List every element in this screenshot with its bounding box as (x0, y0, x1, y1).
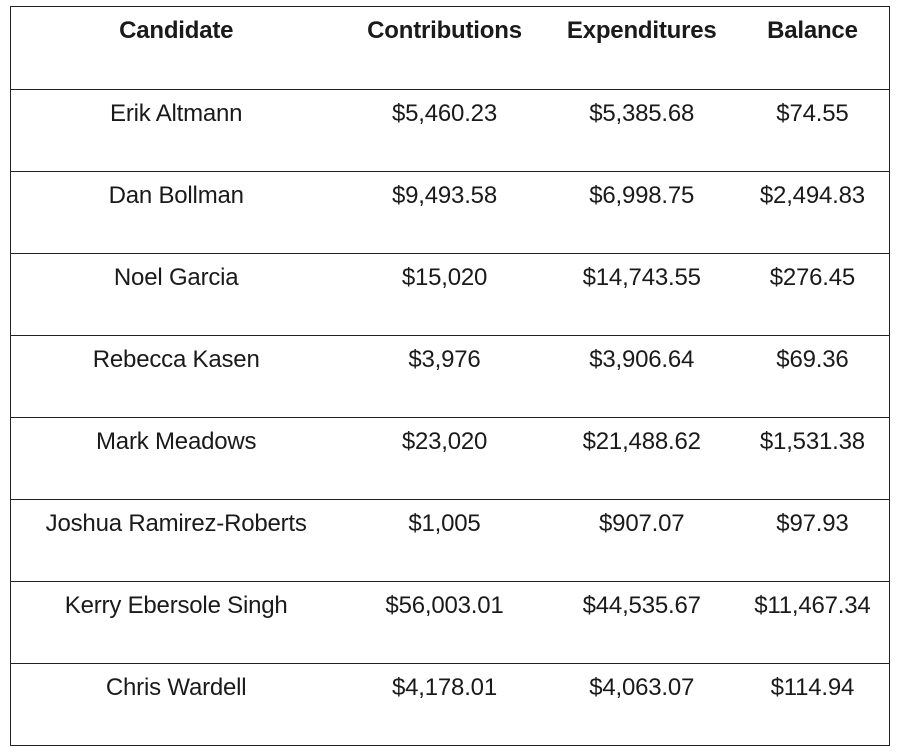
table-row (11, 335, 889, 417)
contributions-cell: $56,003.01 (341, 581, 547, 663)
balance-cell: $1,531.38 (736, 417, 889, 499)
balance-cell: $69.36 (736, 335, 889, 417)
candidate-name: Noel Garcia (11, 253, 341, 335)
expenditures-cell: $44,535.67 (548, 581, 736, 663)
header-balance: Balance (767, 17, 858, 44)
expenditures-cell: $14,743.55 (548, 253, 736, 335)
table-row (11, 171, 889, 253)
expenditures-cell: $3,906.64 (548, 335, 736, 417)
header-contributions: Contributions (367, 17, 522, 44)
contributions-cell: $3,976 (341, 335, 547, 417)
table-row (11, 581, 889, 663)
balance-cell: $276.45 (736, 253, 889, 335)
balance-cell: $11,467.34 (736, 581, 889, 663)
candidate-name: Joshua Ramirez-Roberts (11, 499, 341, 581)
balance-cell: $97.93 (736, 499, 889, 581)
campaign-finance-table (11, 7, 889, 745)
candidate-name: Kerry Ebersole Singh (11, 581, 341, 663)
expenditures-cell: $6,998.75 (548, 171, 736, 253)
table-row (11, 417, 889, 499)
balance-cell: $74.55 (736, 89, 889, 171)
table-header (11, 7, 889, 89)
header-row (11, 7, 889, 89)
campaign-finance-table-container (10, 6, 890, 746)
balance-cell: $2,494.83 (736, 171, 889, 253)
balance-cell: $114.94 (736, 663, 889, 745)
table-body (11, 89, 889, 745)
contributions-cell: $15,020 (341, 253, 547, 335)
table-row (11, 499, 889, 581)
table-row (11, 253, 889, 335)
table-row (11, 89, 889, 171)
expenditures-cell: $5,385.68 (548, 89, 736, 171)
expenditures-cell: $21,488.62 (548, 417, 736, 499)
header-expenditures: Expenditures (566, 17, 717, 44)
expenditures-cell: $907.07 (548, 499, 736, 581)
contributions-cell: $4,178.01 (341, 663, 547, 745)
candidate-name: Rebecca Kasen (11, 335, 341, 417)
contributions-cell: $9,493.58 (341, 171, 547, 253)
expenditures-cell: $4,063.07 (548, 663, 736, 745)
contributions-cell: $1,005 (341, 499, 547, 581)
candidate-name: Dan Bollman (11, 171, 341, 253)
candidate-name: Erik Altmann (11, 89, 341, 171)
candidate-name: Mark Meadows (11, 417, 341, 499)
header-candidate: Candidate (119, 17, 234, 44)
table-row (11, 663, 889, 745)
candidate-name: Chris Wardell (11, 663, 341, 745)
contributions-cell: $5,460.23 (341, 89, 547, 171)
contributions-cell: $23,020 (341, 417, 547, 499)
